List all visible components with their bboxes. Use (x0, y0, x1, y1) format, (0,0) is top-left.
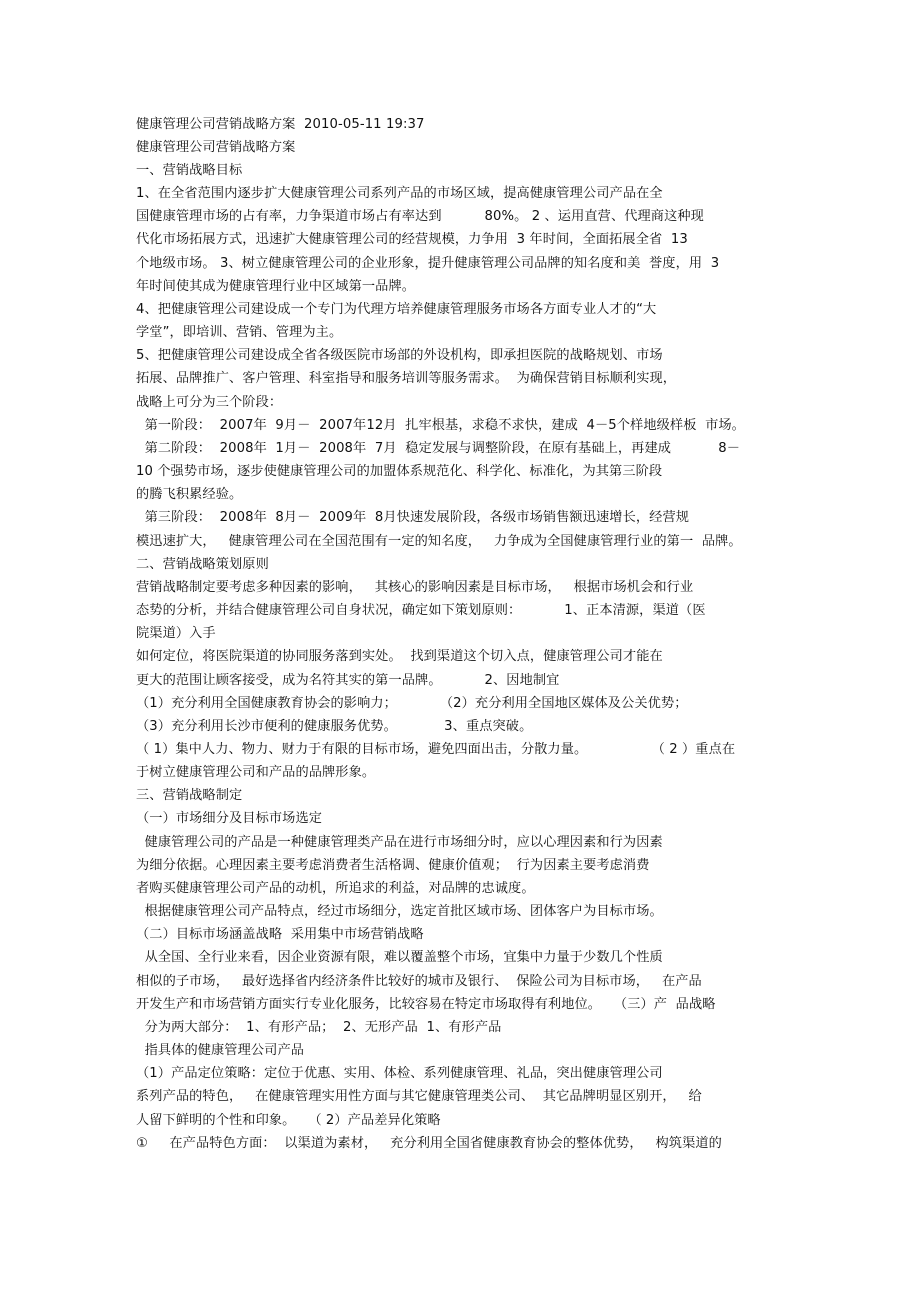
text-line: （3）充分利用长沙市便利的健康服务优势。 3、重点突破。 (136, 719, 533, 734)
text-line: 代化市场拓展方式，迅速扩大健康管理公司的经营规模，力争用 3 年时间，全面拓展全省 13 (136, 232, 688, 247)
text-line: 如何定位，将医院渠道的协同服务落到实处。 找到渠道这个切入点，健康管理公司才能在 (136, 649, 663, 664)
text-line: 10 个强势市场，逐步使健康管理公司的加盟体系规范化、科学化、标准化，为其第三阶段 (136, 464, 663, 479)
text-line: （1）产品定位策略：定位于优惠、实用、体检、系列健康管理、礼品，突出健康管理公司 (136, 1066, 663, 1081)
text-line: 相似的子市场， 最好选择省内经济条件比较好的城市及银行、 保险公司为目标市场， 在产品 (136, 974, 702, 989)
document-subtitle: 健康管理公司营销战略方案 (136, 140, 296, 155)
text-line: 年时间使其成为健康管理行业中区域第一品牌。 (136, 279, 416, 294)
text-line: 拓展、品牌推广、客户管理、科室指导和服务培训等服务需求。 为确保营销目标顺利实现， (136, 371, 677, 386)
text-line: ① 在产品特色方面： 以渠道为素材， 充分利用全国省健康教育协会的整体优势， 构筑渠道的 (136, 1136, 722, 1151)
text-line: 的腾飞积累经验。 (136, 487, 243, 502)
text-line: 模迅速扩大， 健康管理公司在全国范围有一定的知名度， 力争成为全国健康管理行业的第一 品牌。 (136, 534, 742, 549)
subsection-heading: （二）目标市场涵盖战略 采用集中市场营销战略 (136, 927, 424, 942)
text-line: 为细分依据。心理因素主要考虑消费者生活格调、健康价值观； 行为因素主要考虑消费 (136, 858, 650, 873)
text-line: 系列产品的特色， 在健康管理实用性方面与其它健康管理类公司、 其它品牌明显区别开， 给 (136, 1089, 702, 1104)
text-line: 者购买健康管理公司产品的动机，所追求的利益，对品牌的忠诚度。 (136, 881, 535, 896)
text-line: 从全国、全行业来看，因企业资源有限，难以覆盖整个市场，宜集中力量于少数几个性质 (136, 950, 663, 965)
text-line: 第一阶段： 2007年 9月－ 2007年12月 扎牢根基，求稳不求快，建成 4－5个样地级样板 市场。 (136, 418, 745, 433)
text-line: 1、在全省范围内逐步扩大健康管理公司系列产品的市场区域，提高健康管理公司产品在全 (136, 186, 663, 201)
text-line: 国健康管理市场的占有率，力争渠道市场占有率达到 80%。 2 、运用直营、代理商这种现 (136, 209, 704, 224)
text-line: 态势的分析，并结合健康管理公司自身状况，确定如下策划原则： 1、正本清源，渠道（医 (136, 603, 706, 618)
text-line: 战略上可分为三个阶段： (136, 395, 283, 410)
text-line: 分为两大部分： 1、有形产品； 2、无形产品 1、有形产品 (136, 1020, 502, 1035)
text-line: 第三阶段： 2008年 8月－ 2009年 8月快速发展阶段，各级市场销售额迅速增长，经营规 (136, 510, 690, 525)
subsection-heading: （一）市场细分及目标市场选定 (136, 811, 323, 826)
section-heading: 一、营销战略目标 (136, 163, 243, 178)
document-title-line: 健康管理公司营销战略方案 2010-05-11 19:37 (136, 117, 425, 132)
section-heading: 二、营销战略策划原则 (136, 557, 269, 572)
text-line: 学堂”，即培训、营销、管理为主。 (136, 325, 343, 340)
section-heading: 三、营销战略制定 (136, 788, 243, 803)
text-line: 5、把健康管理公司建设成全省各级医院市场部的外设机构，即承担医院的战略规划、市场 (136, 348, 663, 363)
text-line: 于树立健康管理公司和产品的品牌形象。 (136, 765, 376, 780)
text-line: 开发生产和市场营销方面实行专业化服务，比较容易在特定市场取得有利地位。 （三）产 品战略 (136, 997, 716, 1012)
text-line: 营销战略制定要考虑多种因素的影响， 其核心的影响因素是目标市场， 根据市场机会和行业 (136, 580, 694, 595)
text-line: 院渠道）入手 (136, 626, 216, 641)
text-line: 个地级市场。 3、树立健康管理公司的企业形象，提升健康管理公司品牌的知名度和美 誉度，用 3 (136, 256, 720, 271)
text-line: （ 1）集中人力、物力、财力于有限的目标市场，避免四面出击，分散力量。 （ 2 ）重点在 (136, 742, 736, 757)
text-line: 更大的范围让顾客接受，成为名符其实的第一品牌。 2、因地制宜 (136, 673, 560, 688)
text-line: 指具体的健康管理公司产品 (136, 1043, 305, 1058)
text-line: 根据健康管理公司产品特点，经过市场细分，选定首批区域市场、团体客户为目标市场。 (136, 904, 663, 919)
text-line: 第二阶段： 2008年 1月－ 2008年 7月 稳定发展与调整阶段，在原有基础上，再建成 8－ (136, 441, 741, 456)
text-line: （1）充分利用全国健康教育协会的影响力； （2）充分利用全国地区媒体及公关优势； (136, 696, 688, 711)
text-line: 4、把健康管理公司建设成一个专门为代理方培养健康管理服务市场各方面专业人才的“大 (136, 302, 657, 317)
text-line: 健康管理公司的产品是一种健康管理类产品在进行市场细分时，应以心理因素和行为因素 (136, 835, 663, 850)
text-line: 人留下鲜明的个性和印象。 （ 2）产品差异化策略 (136, 1113, 441, 1128)
